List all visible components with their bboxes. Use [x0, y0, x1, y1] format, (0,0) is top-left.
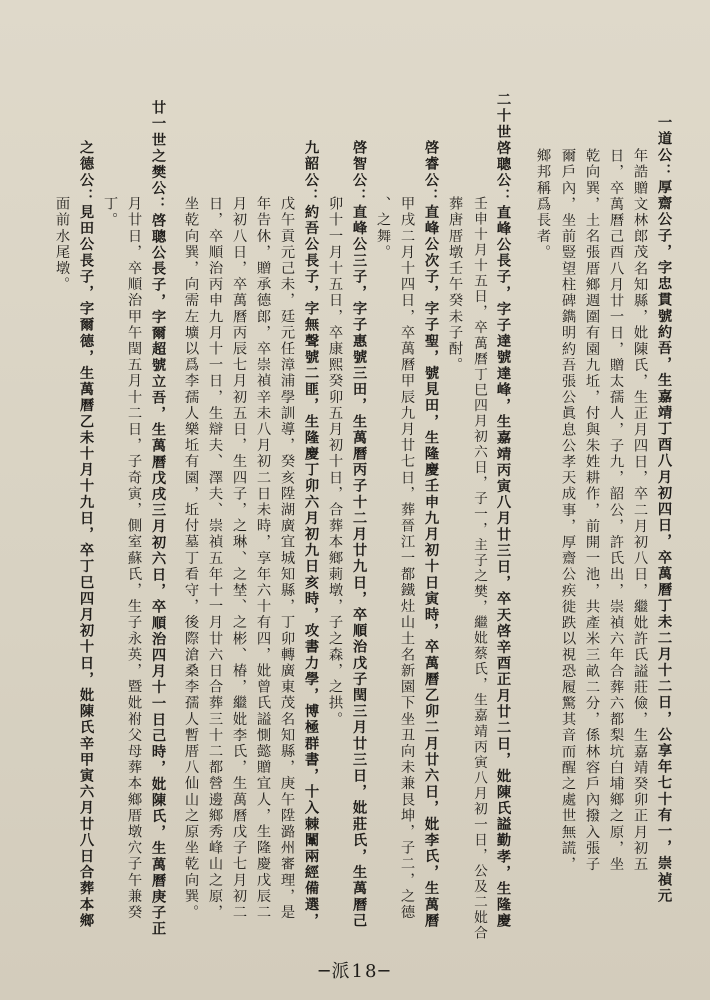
text-column: 啓睿公：直峰公次子，字子聖，號見田，生隆慶壬申九月初十日寅時，卒萬曆乙卯二月廿六日，妣李氏，生萬曆 [423, 140, 439, 929]
text-column: 年誥贈文林郎茂名知縣，妣陳氏，生正月四日，卒二月初八日，繼妣許氏謚莊儉，生嘉靖癸卯正月初五 [632, 148, 648, 873]
text-column: 二十世啓聰公：直峰公長子，字子達號達峰，生嘉靖丙寅八月廿三日，卒天啓辛酉正月廿二日，妣陳氏謚勤孝，生隆慶 [495, 92, 511, 930]
text-column: 九韶公：約吾公長子，字無聲號二匪，生隆慶丁卯六月初九日亥時，攻書力學，博極群書，十入棘闈兩經備選， [303, 140, 319, 929]
text-column: 、之舞。 [375, 196, 391, 261]
text-column: 葬唐厝墩壬午癸未子酎。 [447, 196, 463, 374]
page-number: ─派18─ [318, 961, 392, 982]
text-column: 年告休，贈承德郎，卒崇禎辛未八月初二日未時，享年六十有四，妣曾氏謚惻懿贈宜人，生隆慶戊辰二 [255, 196, 271, 921]
text-column: 爾戶內，坐前豎望柱碑鐫明約吾張公眞息公孝天成事，厚齋公疾徙跌以視恐履驚其音而醒之處世無謊， [560, 148, 576, 873]
text-column: 之德公：見田公長子，字爾德，生萬曆乙未十月十九日，卒丁巳四月初十日，妣陳氏辛甲寅六月廿八日合葬本鄉 [78, 140, 94, 929]
text-column: 乾向巽，土名張厝鄉週圍有園九坵，付與朱姓耕作，前開一池，共產米三畝二分，係林容戶內撥入張子 [584, 148, 600, 873]
text-column: 卯十一月十五日，卒康熙癸卯五月初十日，合葬本鄉莿墩，子之森，之拱。 [327, 196, 343, 728]
text-column: 廿一世之樊公：啓聰公長子，字爾超號立吾，生萬曆戊戌三月初六日，卒順治四月十一日己時，妣陳氏，生萬曆庚子正 [150, 100, 166, 938]
text-column: 丁。 [102, 196, 118, 229]
text-column: 一道公：厚齋公子，字忠貫號約吾，生嘉靖丁酉八月初四日，卒萬曆丁未二月十二日，公享年七十有一，崇禎元 [656, 115, 672, 904]
text-column: 面前水尾墩。 [54, 196, 70, 293]
text-column: 月初八日，卒萬曆丙辰七月初五日，生四子，之琳、之埜、之彬、椿，繼妣李氏，生萬曆戊子七月初二 [231, 196, 247, 921]
text-column: 壬申十月十五日，卒萬曆丁巳四月初六日，子一，主子之樊，繼妣蔡氏，生嘉靖丙寅八月初一日，公及二妣合 [471, 196, 487, 941]
text-column: 坐乾向巽，向需左壙以爲李孺人樂坵有園，坵付墓丁看守，後際滄桑李孺人暫厝八仙山之原坐乾向巽。 [183, 196, 199, 921]
text-column: 啓智公：直峰公三子，字子惠號三田，生萬曆丙子十二月廿九日，卒順治戊子閏三月廿三日，妣莊氏，生萬曆己 [351, 140, 367, 929]
text-column: 日，卒順治丙申九月十一日，生辯夫、澤夫、崇禎五年十一月廿六日合葬三十二都營邊鄉秀峰山之原， [207, 196, 223, 921]
text-column: 鄉邦稱爲長者。 [535, 148, 551, 261]
text-column: 戊午貢元己未，廷元任漳浦學訓導，癸亥陞湖廣宜城知縣，丁卯轉廣東茂名知縣，庚午陞潞州審理，是 [279, 196, 295, 921]
text-column: 月廿日，卒順治甲午閏五月十二日，子奇寅，側室蘇氏，生子永英，暨妣祔父母葬本鄉厝墩穴子午兼癸 [126, 196, 142, 921]
text-column: 甲戌二月十四日，卒萬曆甲辰九月廿七日，葬晉江一都鐵灶山土名新園下坐丑向未兼艮坤，子二，之德 [399, 196, 415, 921]
text-column: 日，卒萬曆己酉八月廿一日，贈太孺人，子九，韶公，許氏出，崇禎六年合葬六都梨坑白埔鄉之原，坐 [608, 148, 624, 873]
